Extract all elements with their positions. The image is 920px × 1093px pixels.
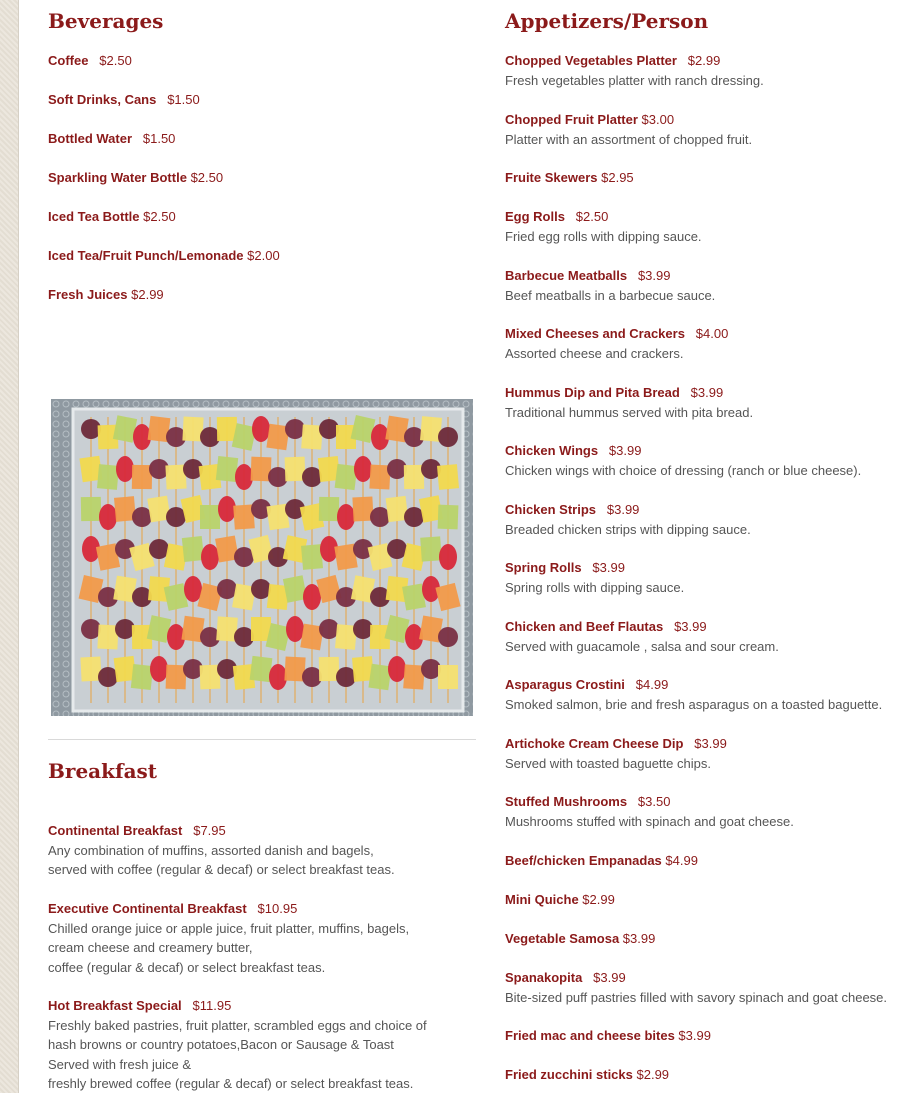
item-name: Fried mac and cheese bites [505,1028,675,1043]
item-price: $7.95 [193,823,226,838]
breakfast-heading: Breakfast [48,759,158,783]
item-price: $1.50 [142,131,176,146]
item-name: Vegetable Samosa [505,931,620,946]
item-price: $4.00 [695,326,729,341]
item-description: hash browns or country potatoes,Bacon or Sausage & Toast [48,1037,394,1052]
item-name: Stuffed Mushrooms [505,794,628,809]
item-price: $2.00 [247,248,280,263]
left-texture-strip [0,0,19,1093]
item-description: coffee (regular & decaf) or select breakfast teas. [48,959,326,975]
beverages-heading: Beverages [48,9,164,33]
item-price: $3.99 [622,931,656,946]
appetizer-item [505,324,728,363]
beverage-item [48,207,176,227]
item-price: $2.99 [582,892,615,907]
item-description: Served with guacamole , salsa and sour cream. [505,638,779,654]
item-name: Artichoke Cream Cheese Dip [505,736,684,751]
item-name: Asparagus Crostini [505,677,625,692]
appetizer-item [505,207,702,246]
beverage-item [48,51,132,71]
item-description: Chilled orange juice or apple juice, fruit platter, muffins, bagels, [48,920,410,936]
item-price: $3.99 [678,1028,711,1043]
item-description: Platter with an assortment of chopped fruit. [505,131,753,147]
item-name: Chopped Fruit Platter [505,112,638,127]
appetizer-item [505,383,753,422]
item-name: Fruite Skewers [505,170,598,185]
item-description: Chicken wings with choice of dressing (ranch or blue cheese). [505,462,862,478]
item-price: $2.95 [601,170,634,185]
item-description: Fried egg rolls with dipping sauce. [505,228,702,244]
item-price: $2.50 [143,209,176,224]
appetizer-item [505,1026,711,1046]
item-name: Chopped Vegetables Platter [505,53,677,68]
appetizer-item [505,558,684,597]
item-name: Chicken Strips [505,502,597,517]
appetizer-item [505,851,698,871]
item-description: Freshly baked pastries, fruit platter, scrambled eggs and choice of [48,1017,427,1033]
item-price: $3.99 [690,385,724,400]
item-price: $11.95 [192,998,232,1013]
item-price: $2.50 [575,209,609,224]
beverage-item [48,90,200,110]
item-name: Beef/chicken Empanadas [505,853,662,868]
item-name: Spanakopita [505,970,583,985]
item-name: Coffee [48,53,89,68]
appetizer-item [505,1065,669,1085]
appetizer-item [505,500,751,539]
appetizer-item [505,110,752,149]
item-description: served with coffee (regular & decaf) or select breakfast teas. [48,862,395,877]
item-name: Fresh Juices [48,287,128,302]
item-name: Mini Quiche [505,892,579,907]
appetizer-item [505,266,715,305]
item-price: $2.99 [131,287,164,302]
item-description: Breaded chicken strips with dipping sauce. [505,521,751,537]
item-price: $3.99 [608,443,642,458]
item-price: $10.95 [257,901,298,916]
item-name: Hot Breakfast Special [48,998,182,1013]
appetizer-item [505,617,779,656]
appetizer-item [505,675,882,714]
section-divider [48,739,476,740]
item-description: Smoked salmon, brie and fresh asparagus on a toasted baguette. [505,696,883,712]
item-name: Chicken and Beef Flautas [505,619,664,634]
appetizer-item [505,734,727,773]
item-name: Fried zucchini sticks [505,1067,633,1082]
item-price: $2.50 [99,53,132,68]
item-name: Mixed Cheeses and Crackers [505,326,685,341]
item-description: Any combination of muffins, assorted danish and bagels, [48,842,374,858]
item-price: $3.00 [641,112,675,127]
beverage-item [48,246,280,266]
item-name: Continental Breakfast [48,823,183,838]
item-name: Iced Tea Bottle [48,209,140,224]
item-price: $3.99 [606,502,640,517]
appetizer-item [505,968,887,1007]
item-description: Traditional hummus served with pita bread. [505,404,754,420]
item-price: $2.50 [190,170,224,185]
appetizers-heading: Appetizers/Person [505,9,709,33]
appetizer-item [505,929,655,949]
appetizer-item [505,168,634,188]
item-name: Chicken Wings [505,443,599,458]
breakfast-item [48,899,409,977]
item-description: Bite-sized puff pastries filled with savory spinach and goat cheese. [505,989,888,1005]
item-description: Beef meatballs in a barbecue sauce. [505,287,716,303]
beverage-item [48,168,223,188]
fruit-skewers-image [51,399,473,716]
item-name: Sparkling Water Bottle [48,170,187,185]
breakfast-item [48,996,427,1093]
item-description: cream cheese and creamery butter, [48,940,253,955]
item-price: $2.99 [636,1067,670,1082]
appetizer-item [505,890,615,910]
beverage-item [48,285,164,305]
item-description: Served with fresh juice & [48,1056,192,1072]
item-name: Soft Drinks, Cans [48,92,157,107]
item-name: Barbecue Meatballs [505,268,628,283]
appetizer-item [505,792,794,831]
item-price: $3.99 [592,560,625,575]
item-description: Mushrooms stuffed with spinach and goat cheese. [505,813,794,829]
item-price: $3.99 [637,268,671,283]
fruit-skewers-photo [51,399,473,716]
appetizer-item [505,441,861,480]
item-price: $3.99 [694,736,727,751]
beverage-item [48,129,175,149]
item-description: Fresh vegetables platter with ranch dressing. [505,72,764,88]
breakfast-item [48,821,395,880]
item-price: $1.50 [167,92,200,107]
item-description: freshly brewed coffee (regular & decaf) or select breakfast teas. [48,1076,414,1091]
item-description: Served with toasted baguette chips. [505,755,711,771]
item-name: Bottled Water [48,131,133,146]
item-description: Assorted cheese and crackers. [505,345,684,361]
item-price: $2.99 [687,53,721,68]
item-name: Egg Rolls [505,209,565,224]
appetizer-item [505,51,764,90]
item-description: Spring rolls with dipping sauce. [505,579,685,595]
item-price: $3.99 [674,619,707,634]
item-name: Executive Continental Breakfast [48,901,247,916]
item-name: Iced Tea/Fruit Punch/Lemonade [48,248,244,263]
item-price: $3.50 [637,794,671,809]
item-price: $4.99 [635,677,669,692]
item-name: Spring Rolls [505,560,582,575]
item-name: Hummus Dip and Pita Bread [505,385,680,400]
item-price: $4.99 [665,853,698,868]
item-price: $3.99 [593,970,626,985]
